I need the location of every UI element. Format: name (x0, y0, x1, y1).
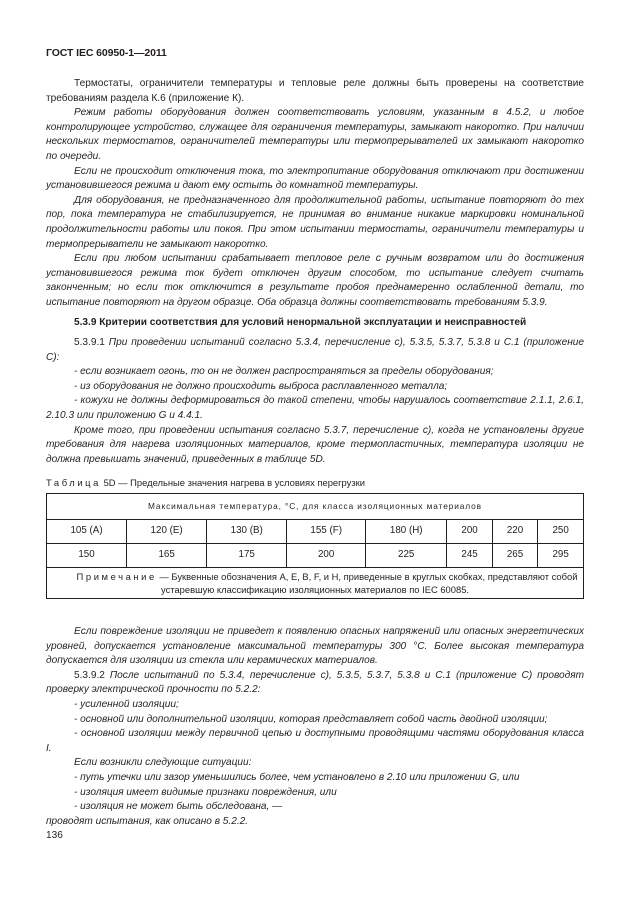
clause-number: 5.3.9.2 (74, 669, 105, 681)
list-item: - изоляция не может быть обследована, — (74, 801, 283, 813)
list-item: - изоляция имеет видимые признаки повреждения, или (74, 786, 337, 798)
paragraph-short-duty: Для оборудования, не предназначенного для продолжительной работы, испытание повторяют до тех пор, пока температура не стабилизируется, не принимая во внимание никакие маркировки номинальной продолжительности работы или покоя. При этом испытании термостаты, ограничители температуры и термопрерыватели не замыкают накоротко. (46, 194, 584, 250)
caption-text: 5D — Предельные значения нагрева в условиях перегрузки (100, 477, 365, 488)
table-cell: 175 (207, 544, 287, 568)
clause-5-3-9-2 (46, 669, 584, 698)
page-number: 136 (46, 830, 63, 841)
table-cell: 130 (B) (207, 520, 287, 544)
list-item: - усиленной изоляции; (74, 698, 179, 710)
table-cell: 245 (447, 544, 492, 568)
table-cell: 105 (A) (47, 520, 127, 544)
list-item: - кожухи не должны деформироваться до такой степени, чтобы нарушалось соответствие 2.1.1, 2.6.1, 2.10.3 или приложению G и 4.4.1. (46, 395, 584, 422)
paragraph-max-temperature: Если повреждение изоляции не приведет к появлению опасных напряжений или опасных энергетических уровней, допускается установление максимальной температуры 300 °С. Более высокая температура допускается для изоляции из стекла или керамических материалов. (46, 626, 584, 667)
paragraph-situations: Если возникли следующие ситуации: (74, 757, 252, 769)
table-row-class (47, 520, 584, 544)
table-note (47, 568, 584, 599)
clause-text: После испытаний по 5.3.4, перечисление с), 5.3.5, 5.3.7, 5.3.8 и С.1 (приложение С) проводят проверку электрической прочности по 5.2.2: (46, 669, 584, 696)
table-cell: 225 (366, 544, 447, 568)
paragraph-thermal-relay: Если при любом испытании срабатывает тепловое реле с ручным возвратом или до достижения установившегося режима ток будет отключен другим способом, то испытание следует считать законченным; но если ток отключится в результате пробоя преднамеренно ослабленной детали, то испытание повторяют на другом образце. Оба образца должны соответствовать требованиям 5.3.9. (46, 253, 584, 308)
table-cell: 200 (447, 520, 492, 544)
paragraph-operating-mode: Режим работы оборудования должен соответствовать условиям, указанным в 4.5.2, и любое контролирующее устройство, служащее для ограничения температуры, замыкают накоротко. При наличии нескольких термостатов, ограничителей температуры или термопрерывателей их замыкают накоротко по очереди. (46, 107, 584, 162)
table-cell: 150 (47, 544, 127, 568)
table-cell: 200 (287, 544, 366, 568)
list-item: - из оборудования не должно происходить выброса расплавленного металла; (74, 380, 448, 392)
table-note-row (47, 568, 584, 599)
paragraph-table-reference: Кроме того, при проведении испытания согласно 5.3.7, перечисление с), когда не установлены другие требования для нагрева изоляционных материалов, кроме термопластичных, температура изоляции не должна превышать значений, приведенных в таблице 5D. (46, 424, 584, 465)
list-item: - путь утечки или зазор уменьшились более, чем установлено в 2.10 или приложении G, или (74, 771, 520, 783)
page-header: ГОСТ IEC 60950-1—2011 (46, 47, 167, 59)
table-row-limit (47, 544, 584, 568)
list-item: - основной изоляции между первичной цепью и доступными проводящими частями оборудования класса I. (46, 728, 584, 754)
paragraph-conclusion: проводят испытания, как описано в 5.2.2. (46, 815, 249, 827)
table-5d (46, 493, 584, 599)
table-cell: 155 (F) (287, 520, 366, 544)
table-cell: 120 (E) (127, 520, 207, 544)
clause-number: 5.3.9.1 (74, 337, 105, 349)
table-cell: 180 (H) (366, 520, 447, 544)
paragraph-thermostats: Термостаты, ограничители температуры и тепловые реле должны быть проверены на соответствие требованиям раздела К.6 (приложение К). (46, 78, 584, 104)
note-text: — Буквенные обозначения А, Е, В, F, и Н, приведенные в круглых скобках, представляют собой устаревшую классификацию изоляционных материалов по IEC 60085. (156, 570, 578, 595)
table-caption (46, 476, 584, 491)
caption-word: Таблица (46, 477, 101, 488)
table-cell: 165 (127, 544, 207, 568)
table-header: Максимальная температура, °С, для класса изоляционных материалов (47, 494, 584, 520)
clause-5-3-9-1 (46, 336, 584, 365)
section-heading-5-3-9: 5.3.9 Критерии соответствия для условий ненормальной эксплуатации и неисправностей (74, 316, 527, 328)
table-cell: 250 (538, 520, 584, 544)
paragraph-no-disconnect: Если не происходит отключения тока, то электропитание оборудования отключают при достижении установившегося режима и дают ему остыть до комнатной температуры. (46, 165, 584, 192)
list-item: - основной или дополнительной изоляции, которая представляет собой часть двойной изоляции; (74, 713, 548, 725)
clause-text: При проведении испытаний согласно 5.3.4, перечисление с), 5.3.5, 5.3.7, 5.3.8 и С.1 (приложение С): (46, 337, 584, 363)
table-header-row (47, 494, 584, 520)
note-label: Примечание (76, 570, 157, 582)
body-bottom (46, 625, 584, 829)
list-item: - если возникает огонь, то он не должен распространяться за пределы оборудования; (74, 366, 494, 378)
table-cell: 295 (538, 544, 584, 568)
body-top (46, 77, 584, 467)
table-cell: 220 (492, 520, 537, 544)
table-cell: 265 (492, 544, 537, 568)
